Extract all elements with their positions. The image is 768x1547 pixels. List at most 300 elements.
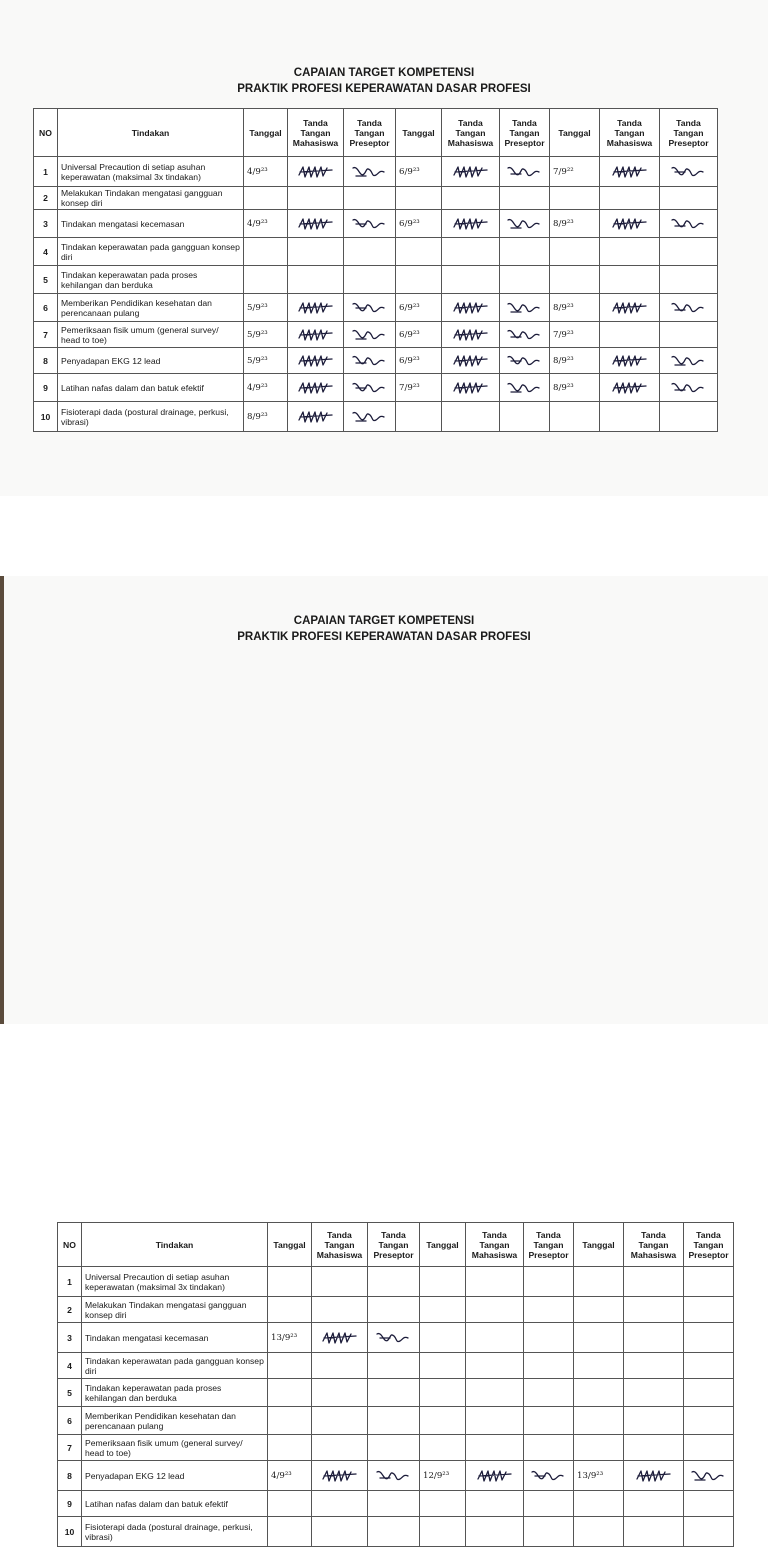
header-row	[34, 109, 718, 157]
row-tindakan: Universal Precaution di setiap asuhan keperawatan (maksimal 3x tindakan)	[58, 157, 244, 187]
student-signature-cell	[442, 402, 500, 432]
preceptor-signature-cell	[344, 266, 396, 294]
signature-mark	[505, 164, 545, 180]
preceptor-signature-cell	[684, 1491, 734, 1517]
student-signature-cell	[600, 322, 660, 348]
row-tindakan: Pemeriksaan fisik umum (general survey/ head to toe)	[82, 1435, 268, 1461]
date-cell: 8/9²³	[244, 402, 288, 432]
preceptor-signature-cell	[684, 1353, 734, 1379]
date-cell: 6/9²³	[396, 348, 442, 374]
preceptor-signature-cell	[660, 210, 718, 238]
student-signature-cell	[288, 294, 344, 322]
preceptor-signature-cell	[660, 266, 718, 294]
preceptor-signature-cell	[660, 187, 718, 210]
preceptor-signature-cell	[524, 1379, 574, 1407]
student-signature-cell	[466, 1491, 524, 1517]
table-row	[34, 210, 718, 238]
table-row	[58, 1379, 734, 1407]
signature-mark	[451, 216, 491, 232]
date-cell	[268, 1491, 312, 1517]
header-ttd-preseptor: Tanda Tangan Preseptor	[500, 109, 550, 157]
student-signature-cell	[624, 1267, 684, 1297]
row-tindakan: Tindakan mengatasi kecemasan	[58, 210, 244, 238]
table-row	[58, 1323, 734, 1353]
table-row	[58, 1517, 734, 1547]
student-signature-cell	[466, 1407, 524, 1435]
table-row	[58, 1407, 734, 1435]
date-cell	[420, 1491, 466, 1517]
sheet-subtitle: PRAKTIK PROFESI KEPERAWATAN DASAR PROFESI	[237, 83, 531, 95]
preceptor-signature-cell	[660, 402, 718, 432]
preceptor-signature-cell	[368, 1517, 420, 1547]
signature-mark	[505, 380, 545, 396]
preceptor-signature-cell	[344, 187, 396, 210]
row-tindakan: Tindakan mengatasi kecemasan	[82, 1323, 268, 1353]
signature-mark	[350, 409, 390, 425]
student-signature-cell	[312, 1491, 368, 1517]
preceptor-signature-cell	[344, 210, 396, 238]
student-signature-cell	[312, 1461, 368, 1491]
header-ttd-mahasiswa: Tanda Tangan Mahasiswa	[288, 109, 344, 157]
student-signature-cell	[288, 157, 344, 187]
date-cell	[550, 402, 600, 432]
header-ttd-preseptor: Tanda Tangan Preseptor	[660, 109, 718, 157]
date-cell: 4/9²³	[244, 374, 288, 402]
signature-mark	[451, 327, 491, 343]
student-signature-cell	[312, 1379, 368, 1407]
student-signature-cell	[312, 1297, 368, 1323]
signature-mark	[475, 1468, 515, 1484]
student-signature-cell	[466, 1297, 524, 1323]
signature-mark	[451, 300, 491, 316]
table-row	[58, 1461, 734, 1491]
date-cell	[574, 1267, 624, 1297]
signature-mark	[350, 327, 390, 343]
signature-mark	[505, 300, 545, 316]
header-tanggal: Tanggal	[574, 1223, 624, 1267]
row-number: 4	[58, 1353, 82, 1379]
header-no: NO	[58, 1223, 82, 1267]
preceptor-signature-cell	[684, 1297, 734, 1323]
row-number: 7	[58, 1435, 82, 1461]
date-cell: 5/9²³	[244, 294, 288, 322]
signature-mark	[610, 300, 650, 316]
student-signature-cell	[624, 1353, 684, 1379]
date-cell	[420, 1517, 466, 1547]
row-number: 3	[34, 210, 58, 238]
preceptor-signature-cell	[368, 1297, 420, 1323]
student-signature-cell	[288, 322, 344, 348]
preceptor-signature-cell	[368, 1407, 420, 1435]
preceptor-signature-cell	[524, 1435, 574, 1461]
signature-mark	[374, 1330, 414, 1346]
signature-mark	[669, 380, 709, 396]
signature-mark	[451, 164, 491, 180]
student-signature-cell	[442, 348, 500, 374]
preceptor-signature-cell	[500, 348, 550, 374]
row-tindakan: Melakukan Tindakan mengatasi gangguan konsep diri	[82, 1297, 268, 1323]
student-signature-cell	[442, 157, 500, 187]
signature-mark	[669, 353, 709, 369]
student-signature-cell	[442, 187, 500, 210]
date-cell	[268, 1379, 312, 1407]
row-tindakan: Latihan nafas dalam dan batuk efektif	[58, 374, 244, 402]
date-cell: 6/9²³	[396, 322, 442, 348]
preceptor-signature-cell	[684, 1461, 734, 1491]
student-signature-cell	[442, 374, 500, 402]
date-cell	[396, 187, 442, 210]
row-number: 1	[58, 1267, 82, 1297]
preceptor-signature-cell	[500, 322, 550, 348]
preceptor-signature-cell	[368, 1491, 420, 1517]
student-signature-cell	[442, 238, 500, 266]
row-tindakan: Melakukan Tindakan mengatasi gangguan konsep diri	[58, 187, 244, 210]
row-tindakan: Penyadapan EKG 12 lead	[82, 1461, 268, 1491]
row-tindakan: Memberikan Pendidikan kesehatan dan perencanaan pulang	[82, 1407, 268, 1435]
student-signature-cell	[466, 1323, 524, 1353]
preceptor-signature-cell	[524, 1517, 574, 1547]
student-signature-cell	[600, 238, 660, 266]
competency-table	[33, 108, 718, 432]
header-tanggal: Tanggal	[420, 1223, 466, 1267]
student-signature-cell	[600, 157, 660, 187]
student-signature-cell	[466, 1435, 524, 1461]
student-signature-cell	[288, 187, 344, 210]
row-number: 6	[34, 294, 58, 322]
row-tindakan: Fisioterapi dada (postural drainage, perkusi, vibrasi)	[58, 402, 244, 432]
header-ttd-mahasiswa: Tanda Tangan Mahasiswa	[466, 1223, 524, 1267]
student-signature-cell	[312, 1267, 368, 1297]
table-row	[34, 238, 718, 266]
header-tindakan: Tindakan	[82, 1223, 268, 1267]
signature-mark	[669, 164, 709, 180]
date-cell	[420, 1323, 466, 1353]
preceptor-signature-cell	[524, 1407, 574, 1435]
header-ttd-preseptor: Tanda Tangan Preseptor	[524, 1223, 574, 1267]
date-cell: 7/9²³	[550, 322, 600, 348]
signature-mark	[296, 164, 336, 180]
preceptor-signature-cell	[660, 348, 718, 374]
date-cell	[268, 1267, 312, 1297]
row-number: 2	[34, 187, 58, 210]
row-number: 10	[58, 1517, 82, 1547]
row-tindakan: Pemeriksaan fisik umum (general survey/ head to toe)	[58, 322, 244, 348]
header-ttd-preseptor: Tanda Tangan Preseptor	[368, 1223, 420, 1267]
date-cell	[268, 1297, 312, 1323]
signature-mark	[296, 327, 336, 343]
date-cell	[574, 1379, 624, 1407]
table-row	[34, 348, 718, 374]
preceptor-signature-cell	[660, 238, 718, 266]
header-row	[58, 1223, 734, 1267]
preceptor-signature-cell	[500, 294, 550, 322]
student-signature-cell	[466, 1517, 524, 1547]
row-tindakan: Tindakan keperawatan pada proses kehilangan dan berduka	[82, 1379, 268, 1407]
preceptor-signature-cell	[524, 1491, 574, 1517]
date-cell: 5/9²³	[244, 348, 288, 374]
date-cell: 8/9²³	[550, 210, 600, 238]
table-row	[34, 322, 718, 348]
preceptor-signature-cell	[660, 294, 718, 322]
student-signature-cell	[600, 294, 660, 322]
row-tindakan: Latihan nafas dalam dan batuk efektif	[82, 1491, 268, 1517]
header-ttd-mahasiswa: Tanda Tangan Mahasiswa	[624, 1223, 684, 1267]
row-tindakan: Penyadapan EKG 12 lead	[58, 348, 244, 374]
preceptor-signature-cell	[368, 1435, 420, 1461]
student-signature-cell	[288, 402, 344, 432]
sheet-title: CAPAIAN TARGET KOMPETENSI	[293, 67, 475, 79]
preceptor-signature-cell	[684, 1379, 734, 1407]
date-cell	[268, 1517, 312, 1547]
preceptor-signature-cell	[500, 157, 550, 187]
student-signature-cell	[600, 187, 660, 210]
student-signature-cell	[624, 1297, 684, 1323]
signature-mark	[529, 1468, 569, 1484]
date-cell	[574, 1407, 624, 1435]
preceptor-signature-cell	[344, 348, 396, 374]
preceptor-signature-cell	[368, 1353, 420, 1379]
row-number: 1	[34, 157, 58, 187]
header-tanggal: Tanggal	[268, 1223, 312, 1267]
signature-mark	[296, 300, 336, 316]
date-cell: 6/9²³	[396, 157, 442, 187]
row-number: 3	[58, 1323, 82, 1353]
student-signature-cell	[624, 1379, 684, 1407]
student-signature-cell	[288, 374, 344, 402]
preceptor-signature-cell	[524, 1461, 574, 1491]
student-signature-cell	[442, 210, 500, 238]
signature-mark	[296, 409, 336, 425]
student-signature-cell	[312, 1435, 368, 1461]
date-cell	[574, 1517, 624, 1547]
date-cell	[420, 1407, 466, 1435]
student-signature-cell	[288, 266, 344, 294]
student-signature-cell	[624, 1491, 684, 1517]
date-cell: 8/9²³	[550, 374, 600, 402]
preceptor-signature-cell	[684, 1323, 734, 1353]
date-cell: 7/9²³	[396, 374, 442, 402]
student-signature-cell	[466, 1267, 524, 1297]
table-row	[34, 402, 718, 432]
signature-mark	[610, 216, 650, 232]
table-row	[34, 294, 718, 322]
preceptor-signature-cell	[344, 374, 396, 402]
row-number: 9	[34, 374, 58, 402]
date-cell: 7/9²²	[550, 157, 600, 187]
date-cell: 4/9²³	[268, 1461, 312, 1491]
preceptor-signature-cell	[368, 1379, 420, 1407]
preceptor-signature-cell	[344, 294, 396, 322]
row-number: 5	[58, 1379, 82, 1407]
date-cell	[550, 238, 600, 266]
header-ttd-preseptor: Tanda Tangan Preseptor	[344, 109, 396, 157]
row-tindakan: Fisioterapi dada (postural drainage, perkusi, vibrasi)	[82, 1517, 268, 1547]
preceptor-signature-cell	[344, 238, 396, 266]
table-row	[34, 157, 718, 187]
date-cell	[244, 238, 288, 266]
preceptor-signature-cell	[500, 266, 550, 294]
date-cell	[420, 1267, 466, 1297]
date-cell	[550, 187, 600, 210]
student-signature-cell	[600, 374, 660, 402]
preceptor-signature-cell	[524, 1323, 574, 1353]
preceptor-signature-cell	[344, 157, 396, 187]
date-cell	[420, 1353, 466, 1379]
signature-mark	[505, 216, 545, 232]
student-signature-cell	[312, 1353, 368, 1379]
student-signature-cell	[312, 1407, 368, 1435]
student-signature-cell	[600, 210, 660, 238]
date-cell: 6/9²³	[396, 210, 442, 238]
header-ttd-preseptor: Tanda Tangan Preseptor	[684, 1223, 734, 1267]
student-signature-cell	[624, 1323, 684, 1353]
date-cell	[268, 1435, 312, 1461]
row-tindakan: Universal Precaution di setiap asuhan keperawatan (maksimal 3x tindakan)	[82, 1267, 268, 1297]
preceptor-signature-cell	[500, 374, 550, 402]
row-number: 10	[34, 402, 58, 432]
student-signature-cell	[312, 1517, 368, 1547]
preceptor-signature-cell	[684, 1517, 734, 1547]
date-cell	[574, 1297, 624, 1323]
preceptor-signature-cell	[524, 1353, 574, 1379]
competency-sheet-1	[0, 0, 768, 496]
row-number: 9	[58, 1491, 82, 1517]
student-signature-cell	[442, 294, 500, 322]
preceptor-signature-cell	[344, 402, 396, 432]
header-tindakan: Tindakan	[58, 109, 244, 157]
preceptor-signature-cell	[368, 1267, 420, 1297]
date-cell	[420, 1297, 466, 1323]
date-cell: 8/9²³	[550, 348, 600, 374]
date-cell	[574, 1323, 624, 1353]
preceptor-signature-cell	[368, 1323, 420, 1353]
competency-sheet-2	[0, 576, 768, 1542]
signature-mark	[505, 327, 545, 343]
preceptor-signature-cell	[684, 1435, 734, 1461]
preceptor-signature-cell	[500, 187, 550, 210]
date-cell: 12/9²³	[420, 1461, 466, 1491]
row-tindakan: Memberikan Pendidikan kesehatan dan perencanaan pulang	[58, 294, 244, 322]
date-cell: 13/9²³	[268, 1323, 312, 1353]
signature-mark	[350, 216, 390, 232]
preceptor-signature-cell	[368, 1461, 420, 1491]
student-signature-cell	[624, 1435, 684, 1461]
preceptor-signature-cell	[344, 322, 396, 348]
signature-mark	[350, 164, 390, 180]
student-signature-cell	[624, 1407, 684, 1435]
student-signature-cell	[624, 1517, 684, 1547]
student-signature-cell	[466, 1353, 524, 1379]
preceptor-signature-cell	[500, 210, 550, 238]
preceptor-signature-cell	[660, 157, 718, 187]
date-cell	[420, 1435, 466, 1461]
row-number: 5	[34, 266, 58, 294]
table-row	[58, 1297, 734, 1323]
preceptor-signature-cell	[660, 374, 718, 402]
sheet-subtitle: PRAKTIK PROFESI KEPERAWATAN DASAR PROFESI	[237, 631, 531, 643]
row-number: 7	[34, 322, 58, 348]
row-number: 8	[34, 348, 58, 374]
date-cell: 6/9²³	[396, 294, 442, 322]
page-gap	[0, 496, 768, 576]
row-number: 4	[34, 238, 58, 266]
date-cell	[396, 238, 442, 266]
date-cell	[574, 1353, 624, 1379]
table-row	[34, 187, 718, 210]
header-ttd-mahasiswa: Tanda Tangan Mahasiswa	[600, 109, 660, 157]
student-signature-cell	[288, 238, 344, 266]
binding-edge	[0, 576, 4, 1024]
signature-mark	[296, 380, 336, 396]
header-no: NO	[34, 109, 58, 157]
date-cell: 4/9²³	[244, 210, 288, 238]
date-cell	[550, 266, 600, 294]
row-tindakan: Tindakan keperawatan pada gangguan konsep diri	[82, 1353, 268, 1379]
preceptor-signature-cell	[500, 238, 550, 266]
student-signature-cell	[600, 402, 660, 432]
preceptor-signature-cell	[684, 1267, 734, 1297]
date-cell	[268, 1353, 312, 1379]
student-signature-cell	[312, 1323, 368, 1353]
date-cell	[396, 402, 442, 432]
row-number: 6	[58, 1407, 82, 1435]
date-cell	[268, 1407, 312, 1435]
signature-mark	[451, 353, 491, 369]
student-signature-cell	[600, 348, 660, 374]
table-row	[58, 1435, 734, 1461]
signature-mark	[320, 1330, 360, 1346]
signature-mark	[451, 380, 491, 396]
student-signature-cell	[624, 1461, 684, 1491]
date-cell	[244, 266, 288, 294]
date-cell: 13/9²³	[574, 1461, 624, 1491]
signature-mark	[296, 216, 336, 232]
row-tindakan: Tindakan keperawatan pada proses kehilangan dan berduka	[58, 266, 244, 294]
competency-table	[57, 1222, 734, 1547]
date-cell	[244, 187, 288, 210]
preceptor-signature-cell	[524, 1297, 574, 1323]
row-number: 2	[58, 1297, 82, 1323]
signature-mark	[610, 353, 650, 369]
sheet-title: CAPAIAN TARGET KOMPETENSI	[293, 615, 475, 627]
signature-mark	[505, 353, 545, 369]
header-ttd-mahasiswa: Tanda Tangan Mahasiswa	[442, 109, 500, 157]
student-signature-cell	[288, 348, 344, 374]
signature-mark	[374, 1468, 414, 1484]
header-tanggal: Tanggal	[244, 109, 288, 157]
table-row	[34, 266, 718, 294]
signature-mark	[610, 164, 650, 180]
date-cell: 4/9²³	[244, 157, 288, 187]
signature-mark	[350, 380, 390, 396]
table-row	[58, 1267, 734, 1297]
date-cell	[574, 1435, 624, 1461]
signature-mark	[350, 353, 390, 369]
table-row	[58, 1491, 734, 1517]
preceptor-signature-cell	[660, 322, 718, 348]
table-row	[58, 1353, 734, 1379]
signature-mark	[669, 300, 709, 316]
student-signature-cell	[442, 266, 500, 294]
signature-mark	[296, 353, 336, 369]
row-tindakan: Tindakan keperawatan pada gangguan konsep diri	[58, 238, 244, 266]
date-cell: 8/9²³	[550, 294, 600, 322]
table-row	[34, 374, 718, 402]
student-signature-cell	[442, 322, 500, 348]
signature-mark	[610, 380, 650, 396]
date-cell	[420, 1379, 466, 1407]
preceptor-signature-cell	[524, 1267, 574, 1297]
